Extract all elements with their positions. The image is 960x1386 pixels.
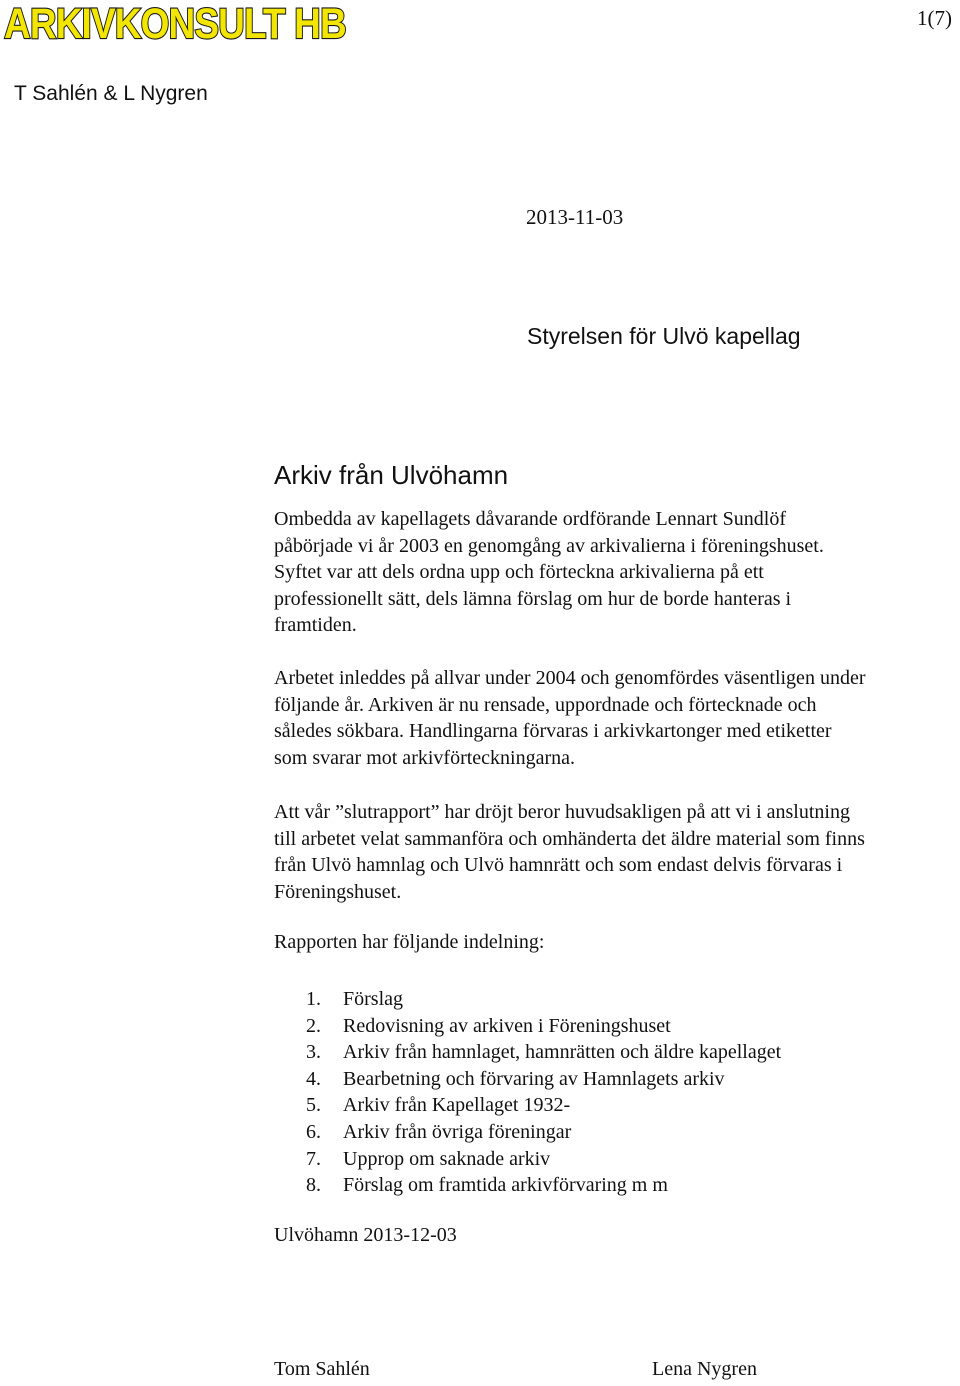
toc-item-number: 6.: [306, 1120, 321, 1143]
toc-item-text: Arkiv från övriga föreningar: [343, 1120, 572, 1143]
toc-item-text: Förslag om framtida arkivförvaring m m: [343, 1174, 668, 1197]
toc-item-number: 2.: [306, 1014, 321, 1037]
place-and-date: Ulvöhamn 2013-12-03: [274, 1224, 457, 1246]
paragraph-line: professionellt sätt, dels lämna förslag om hur de borde hanteras i: [274, 587, 792, 610]
toc-item-number: 5.: [306, 1094, 321, 1117]
paragraph-2: [274, 665, 865, 771]
toc-item: [306, 986, 781, 1013]
company-logo: ARKIVKONSULT HB: [4, 0, 346, 48]
toc-intro: Rapporten har följande indelning:: [274, 931, 545, 953]
paragraph-line: från Ulvö hamnlag och Ulvö hamnrätt och som endast delvis förvaras i: [274, 854, 843, 877]
toc-item: [306, 1092, 781, 1119]
toc-item-text: Förslag: [343, 988, 403, 1010]
paragraph-line: Att vår ”slutrapport” har dröjt beror huvudsakligen på att vi i anslutning: [274, 801, 850, 823]
toc-item: [306, 1013, 781, 1040]
paragraph-3: [274, 799, 865, 905]
toc-item-text: Arkiv från Kapellaget 1932-: [343, 1094, 571, 1117]
toc-item: [306, 1146, 781, 1173]
toc-item-number: 1.: [306, 988, 321, 1010]
paragraph-line: påbörjade vi år 2003 en genomgång av arkivalierna i föreningshuset.: [274, 534, 824, 557]
toc-item: [306, 1172, 781, 1199]
authors: T Sahlén & L Nygren: [14, 82, 208, 105]
toc-item-text: Redovisning av arkiven i Föreningshuset: [343, 1014, 671, 1037]
paragraph-line: till arbetet velat sammanföra och omhänderta det äldre material som finns: [274, 827, 865, 850]
page-number: 1(7): [917, 6, 952, 30]
table-of-contents: [306, 986, 781, 1199]
paragraph-1: [274, 506, 824, 639]
signature-lena-nygren: Lena Nygren: [652, 1358, 757, 1380]
signature-tom-sahlen: Tom Sahlén: [274, 1358, 370, 1380]
toc-item-number: 4.: [306, 1067, 321, 1090]
paragraph-line: följande år. Arkiven är nu rensade, uppordnade och förtecknade och: [274, 693, 817, 716]
paragraph-line: Syftet var att dels ordna upp och förteckna arkivalierna på ett: [274, 561, 764, 584]
toc-item-text: Bearbetning och förvaring av Hamnlagets arkiv: [343, 1067, 725, 1090]
paragraph-line: Föreningshuset.: [274, 880, 402, 903]
toc-item-number: 7.: [306, 1147, 321, 1170]
paragraph-line: som svarar mot arkivförteckningarna.: [274, 746, 576, 769]
toc-item-text: Arkiv från hamnlaget, hamnrätten och äldre kapellaget: [343, 1041, 782, 1064]
paragraph-line: Ombedda av kapellagets dåvarande ordförande Lennart Sundlöf: [274, 508, 787, 530]
recipient: Styrelsen för Ulvö kapellag: [527, 323, 801, 349]
paragraph-line: framtiden.: [274, 614, 357, 637]
toc-item: [306, 1039, 781, 1066]
paragraph-line: Arbetet inleddes på allvar under 2004 och genomfördes väsentligen under: [274, 667, 866, 689]
document-heading: Arkiv från Ulvöhamn: [274, 460, 509, 490]
toc-item-text: Upprop om saknade arkiv: [343, 1147, 551, 1170]
toc-item-number: 3.: [306, 1041, 321, 1064]
toc-item: [306, 1066, 781, 1093]
document-date: 2013-11-03: [526, 205, 624, 229]
paragraph-line: således sökbara. Handlingarna förvaras i arkivkartonger med etiketter: [274, 720, 832, 743]
toc-item: [306, 1119, 781, 1146]
toc-item-number: 8.: [306, 1174, 321, 1197]
